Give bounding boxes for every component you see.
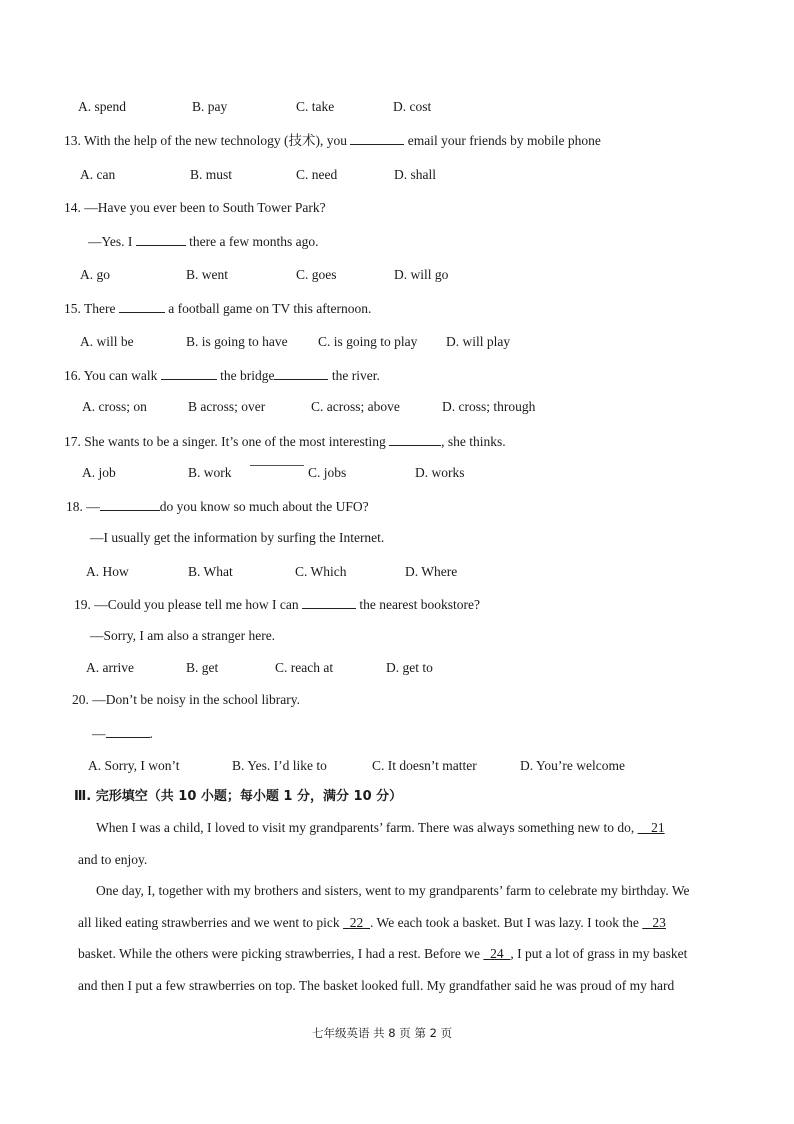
option-d: D. shall [394,167,436,182]
answer-blank [302,596,356,609]
answer-blank [161,367,217,380]
option-c: C. take [296,99,335,114]
blank-number-22 [343,915,370,930]
stem-text: , she thinks. [441,434,506,449]
page-footer: 七年级英语 共 8 页 第 2 页 [312,1026,453,1040]
option-d: D. You’re welcome [520,758,625,773]
passage-text: , I put a lot of grass in my basket [510,946,688,961]
question-14-reply [88,233,318,250]
stem-text: 19. —Could you please tell me how I can [74,597,299,612]
passage-paragraph-2-line-1: One day, I, together with my brothers and sisters, went to my grandparents’ farm to celebrate my birthday. We [96,883,690,898]
passage-text: When I was a child, I loved to visit my grandparents’ farm. There was always something new to do, [96,820,635,835]
question-14-stem: 14. —Have you ever been to South Tower Park? [64,200,326,215]
option-a: A. spend [78,99,126,114]
blank-number-23 [642,915,666,930]
stem-text: 18. — [66,499,100,514]
stem-text: do you know so much about the UFO? [159,499,369,514]
answer-blank [119,300,165,313]
stem-text: a football game on TV this afternoon. [168,301,372,316]
question-20-stem: 20. —Don’t be noisy in the school library. [72,692,300,707]
option-b: B. must [190,167,233,182]
option-c: C. It doesn’t matter [372,758,477,773]
question-15-stem [64,300,371,317]
reply-text: . [149,726,153,741]
option-a: A. Sorry, I won’t [88,758,180,773]
option-a: A. go [80,267,110,282]
stem-text: the river. [331,368,380,383]
stem-text: 13. With the help of the new technology (技术), you [64,133,348,148]
passage-paragraph-1-line-2: and to enjoy. [78,852,148,867]
option-b: B. What [188,564,233,579]
option-a: A. How [86,564,129,579]
question-19-stem [74,596,480,613]
passage-paragraph-2-line-4: and then I put a few strawberries on top. The basket looked full. My grandfather said he was proud of my hard [78,978,675,993]
option-a: A. will be [80,334,134,349]
option-d: D. works [415,465,465,480]
option-d: D. cross; through [442,399,536,414]
passage-paragraph-1-line-1 [96,820,665,836]
blank-number: 22 [349,915,364,930]
option-a: A. can [80,167,116,182]
question-13-stem [64,132,601,149]
stem-text: 15. There [64,301,116,316]
answer-blank [136,233,186,246]
stray-mark [250,465,304,466]
passage-text: . We each took a basket. But I was lazy. I took the [370,915,639,930]
answer-blank [274,367,328,380]
blank-number: 21 [651,820,665,835]
passage-text: all liked eating strawberries and we went to pick [78,915,340,930]
option-b: B. get [186,660,219,675]
question-16-stem [64,367,380,384]
question-18-stem [66,498,369,515]
answer-blank [350,132,404,145]
option-d: D. get to [386,660,433,675]
question-17-stem [64,433,506,450]
option-c: C. Which [295,564,347,579]
question-20-reply [92,725,153,742]
option-d: D. Where [405,564,458,579]
reply-text: —Yes. I [88,234,133,249]
passage-text: basket. While the others were picking strawberries, I had a rest. Before we [78,946,480,961]
option-c: C. reach at [275,660,334,675]
stem-text: 16. You can walk [64,368,158,383]
answer-blank [106,725,150,738]
option-b: B across; over [188,399,266,414]
option-b: B. pay [192,99,228,114]
option-b: B. work [188,465,232,480]
option-d: D. will go [394,267,449,282]
option-b: B. went [186,267,228,282]
option-c: C. is going to play [318,334,418,349]
blank-number: 24 [490,946,504,961]
stem-text: 17. She wants to be a singer. It’s one of the most interesting [64,434,386,449]
option-c: C. jobs [308,465,347,480]
option-a: A. job [82,465,116,480]
reply-text: — [92,726,106,741]
answer-blank [100,498,160,511]
option-c: C. goes [296,267,337,282]
stem-text: the bridge [220,368,275,383]
option-d: D. cost [393,99,432,114]
answer-blank [389,433,441,446]
passage-paragraph-2-line-2 [78,915,666,931]
section-heading: Ⅲ. 完形填空（共 10 小题；每小题 1 分，满分 10 分） [74,789,403,804]
option-b: B. is going to have [186,334,288,349]
question-19-reply: —Sorry, I am also a stranger here. [90,628,276,643]
option-c: C. need [296,167,338,182]
stem-text: email your friends by mobile phone [407,133,601,148]
option-a: A. cross; on [82,399,147,414]
blank-number-24 [483,946,510,961]
question-18-reply: —I usually get the information by surfing the Internet. [90,530,385,545]
blank-number: 23 [652,915,666,930]
blank-number-21 [638,820,665,835]
option-d: D. will play [446,334,511,349]
option-c: C. across; above [311,399,400,414]
option-a: A. arrive [86,660,134,675]
stem-text: the nearest bookstore? [359,597,481,612]
reply-text: there a few months ago. [189,234,319,249]
passage-paragraph-2-line-3 [78,946,687,962]
option-b: B. Yes. I’d like to [232,758,327,773]
